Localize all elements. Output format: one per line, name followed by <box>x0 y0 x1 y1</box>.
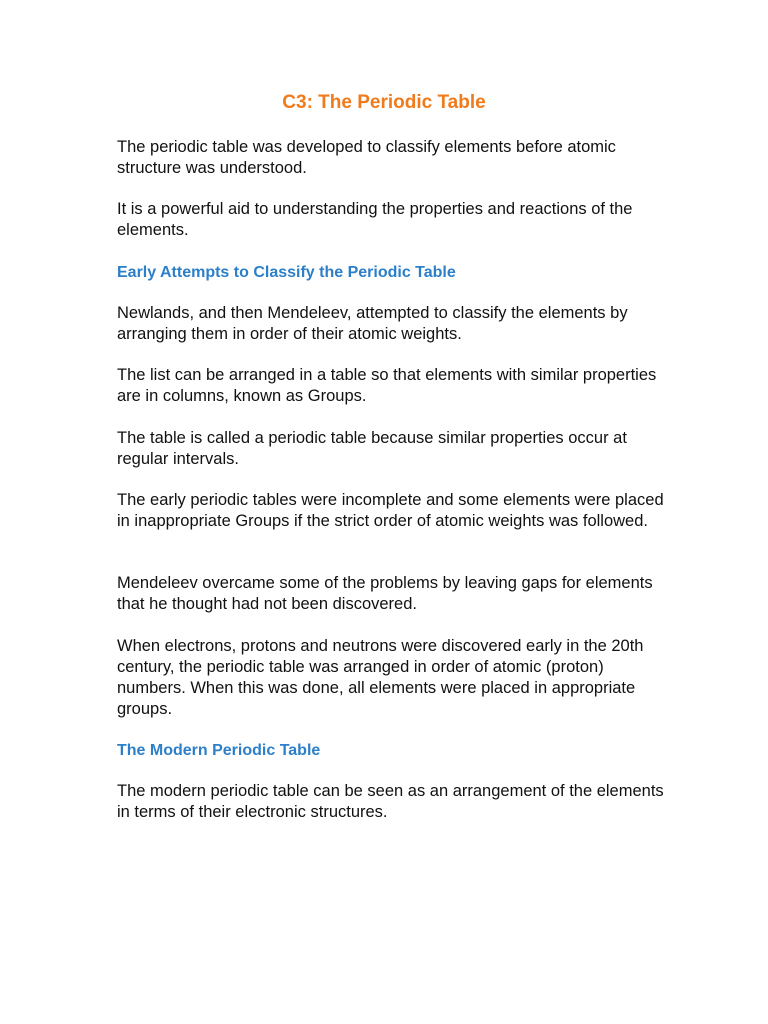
early-paragraph-4: The early periodic tables were incomplete and some elements were placed in inappropriate Groups if the strict order of atomic weights was followed. <box>117 491 664 530</box>
intro-paragraph-2: It is a powerful aid to understanding the properties and reactions of the elements. <box>117 200 633 239</box>
page-title: C3: The Periodic Table <box>282 92 486 113</box>
section-heading-modern-table: The Modern Periodic Table <box>117 742 321 759</box>
early-paragraph-6: When electrons, protons and neutrons were discovered early in the 20th century, the periodic table was arranged in order of atomic (proton) numbers. When this was done, all elements were placed in appropriate groups. <box>117 637 644 718</box>
intro-paragraph-1: The periodic table was developed to classify elements before atomic structure was understood. <box>117 138 616 177</box>
modern-paragraph-1: The modern periodic table can be seen as an arrangement of the elements in terms of their electronic structures. <box>117 782 664 821</box>
early-paragraph-1: Newlands, and then Mendeleev, attempted to classify the elements by arranging them in order of their atomic weights. <box>117 304 628 343</box>
early-paragraph-2: The list can be arranged in a table so that elements with similar properties are in columns, known as Groups. <box>117 366 657 405</box>
section-heading-early-attempts: Early Attempts to Classify the Periodic Table <box>117 264 456 281</box>
early-paragraph-3: The table is called a periodic table because similar properties occur at regular intervals. <box>117 429 627 468</box>
early-paragraph-5: Mendeleev overcame some of the problems by leaving gaps for elements that he thought had not been discovered. <box>117 574 653 613</box>
